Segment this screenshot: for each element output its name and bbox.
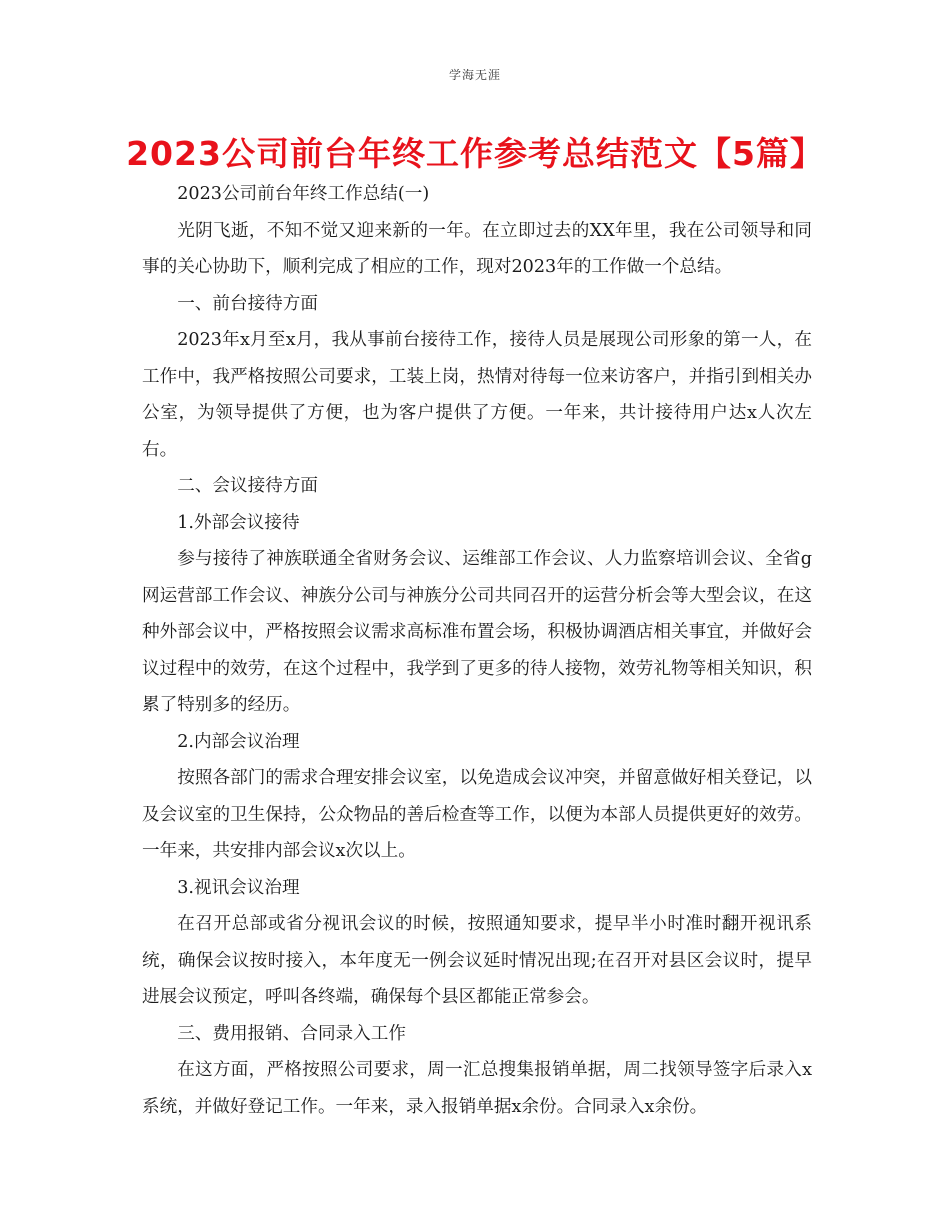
paragraph-reception: 2023年x月至x月，我从事前台接待工作，接待人员是展现公司形象的第一人，在工作中，我严格按照公司要求，工装上岗，热情对待每一位来访客户，并指引到相关办公室，为领导提供了方便，也为客户提供了方便。一年来，共计接待用户达x人次左右。: [142, 330, 812, 460]
section-heading-meetings: 二、会议接待方面: [177, 476, 318, 496]
page-header: 学海无涯: [448, 68, 501, 82]
paragraph-intro: 光阴飞逝，不知不觉又迎来新的一年。在立即过去的XX年里，我在公司领导和同事的关心协助下，顺利完成了相应的工作，现对2023年的工作做一个总结。: [142, 220, 812, 277]
section-heading-expenses: 三、费用报销、合同录入工作: [177, 1023, 406, 1044]
paragraph-video-meetings: 在召开总部或省分视讯会议的时候，按照通知要求，提早半小时准时翻开视讯系统，确保会议按时接入，本年度无一例会议延时情况出现;在召开对县区会议时，提早进展会议预定，呼叫各终端，确保每个县区都能正常参会。: [142, 914, 812, 1007]
section-heading-reception: 一、前台接待方面: [177, 293, 318, 314]
paragraph-expenses: 在这方面，严格按照公司要求，周一汇总搜集报销单据，周二找领导签字后录入x系统，并做好登记工作。一年来，录入报销单据x余份。合同录入x余份。: [142, 1060, 812, 1117]
document-title: 2023公司前台年终工作参考总结范文【5篇】: [126, 134, 824, 173]
subheading-external-meetings: 1.外部会议接待: [177, 512, 300, 533]
subheading-video-meetings: 3.视讯会议治理: [177, 877, 300, 898]
section-subtitle: 2023公司前台年终工作总结(一): [177, 184, 430, 204]
paragraph-internal-meetings: 按照各部门的需求合理安排会议室，以免造成会议冲突，并留意做好相关登记，以及会议室的卫生保持，公众物品的善后检查等工作，以便为本部人员提供更好的效劳。一年来，共安排内部会议x次以上。: [142, 768, 812, 861]
subheading-internal-meetings: 2.内部会议治理: [177, 731, 300, 752]
paragraph-external-meetings: 参与接待了神族联通全省财务会议、运维部工作会议、人力监察培训会议、全省g网运营部工作会议、神族分公司与神族分公司共同召开的运营分析会等大型会议，在这种外部会议中，严格按照会议需求高标准布置会场，积极协调酒店相关事宜，并做好会议过程中的效劳，在这个过程中，我学到了更多的待人接物，效劳礼物等相关知识，积累了特别多的经历。: [142, 549, 812, 715]
document-body: [142, 176, 812, 1125]
